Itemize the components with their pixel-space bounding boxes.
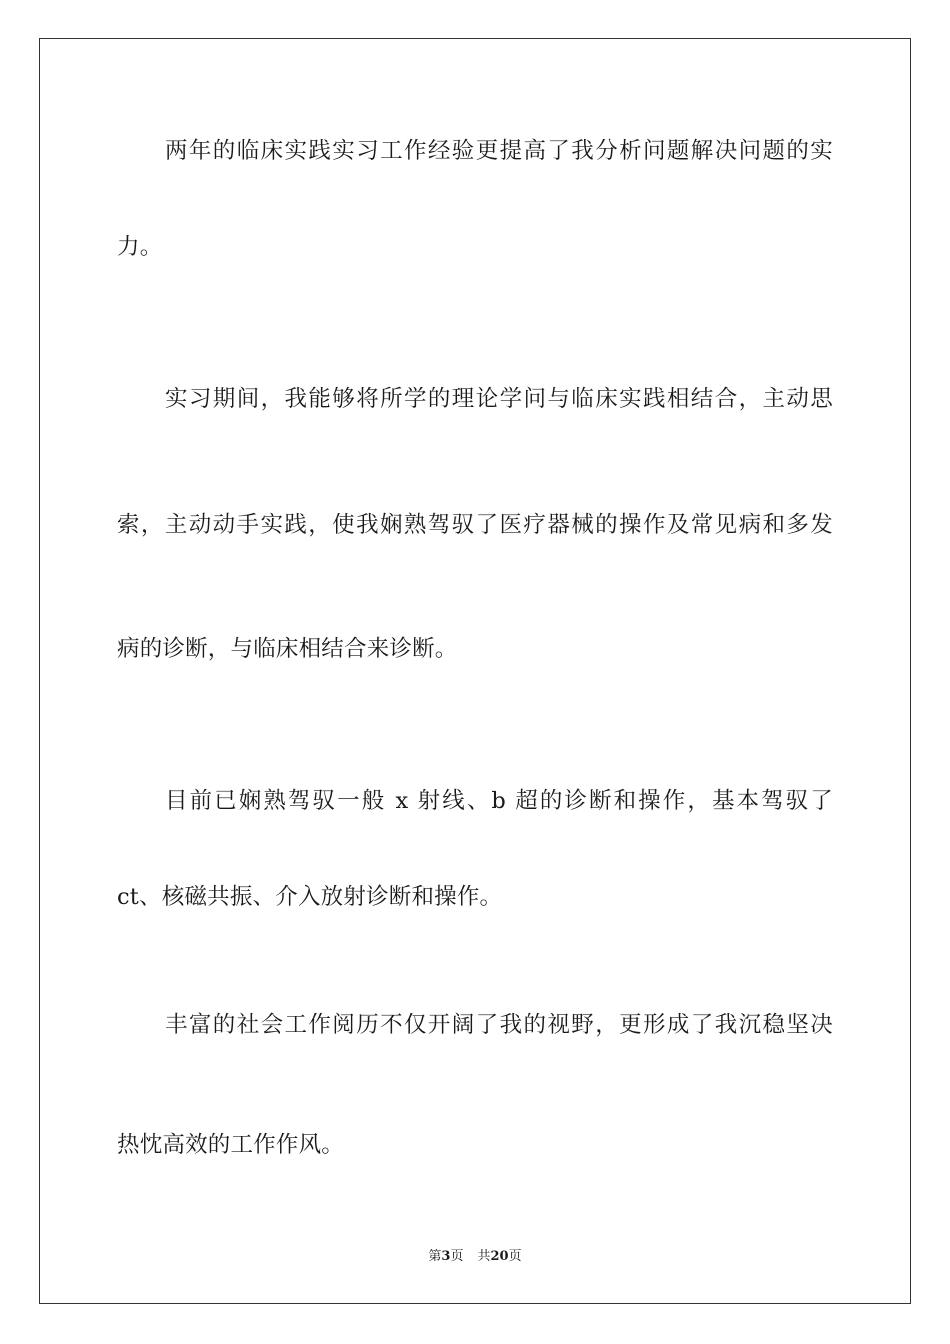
page-footer	[0, 1249, 950, 1265]
paragraph-2-line-3: 病的诊断，与临床相结合来诊断。	[117, 636, 458, 662]
footer-page-prefix: 第	[428, 1249, 442, 1264]
paragraph-2-line-2: 索，主动动手实践，使我娴熟驾驭了医疗器械的操作及常见病和多发	[117, 512, 833, 538]
paragraph-3-line-2: ct、核磁共振、介入放射诊断和操作。	[117, 884, 503, 910]
footer-page-number: 3	[441, 1249, 451, 1264]
footer-total-prefix: 共	[477, 1249, 491, 1264]
footer-total-pages: 20	[490, 1249, 509, 1264]
footer-total-suffix: 页	[508, 1249, 522, 1264]
paragraph-3-line-1: 目前已娴熟驾驭一般 x 射线、b 超的诊断和操作，基本驾驭了	[165, 788, 833, 814]
paragraph-1-line-1: 两年的临床实践实习工作经验更提高了我分析问题解决问题的实	[165, 138, 833, 164]
paragraph-2-line-1: 实习期间，我能够将所学的理论学问与临床实践相结合，主动思	[165, 386, 833, 412]
paragraph-4-line-1: 丰富的社会工作阅历不仅开阔了我的视野，更形成了我沉稳坚决	[165, 1012, 833, 1038]
footer-page-suffix: 页	[450, 1249, 464, 1264]
paragraph-1-line-2: 力。	[117, 234, 163, 260]
page-border	[39, 38, 911, 1304]
paragraph-4-line-2: 热忱高效的工作作风。	[117, 1132, 345, 1158]
